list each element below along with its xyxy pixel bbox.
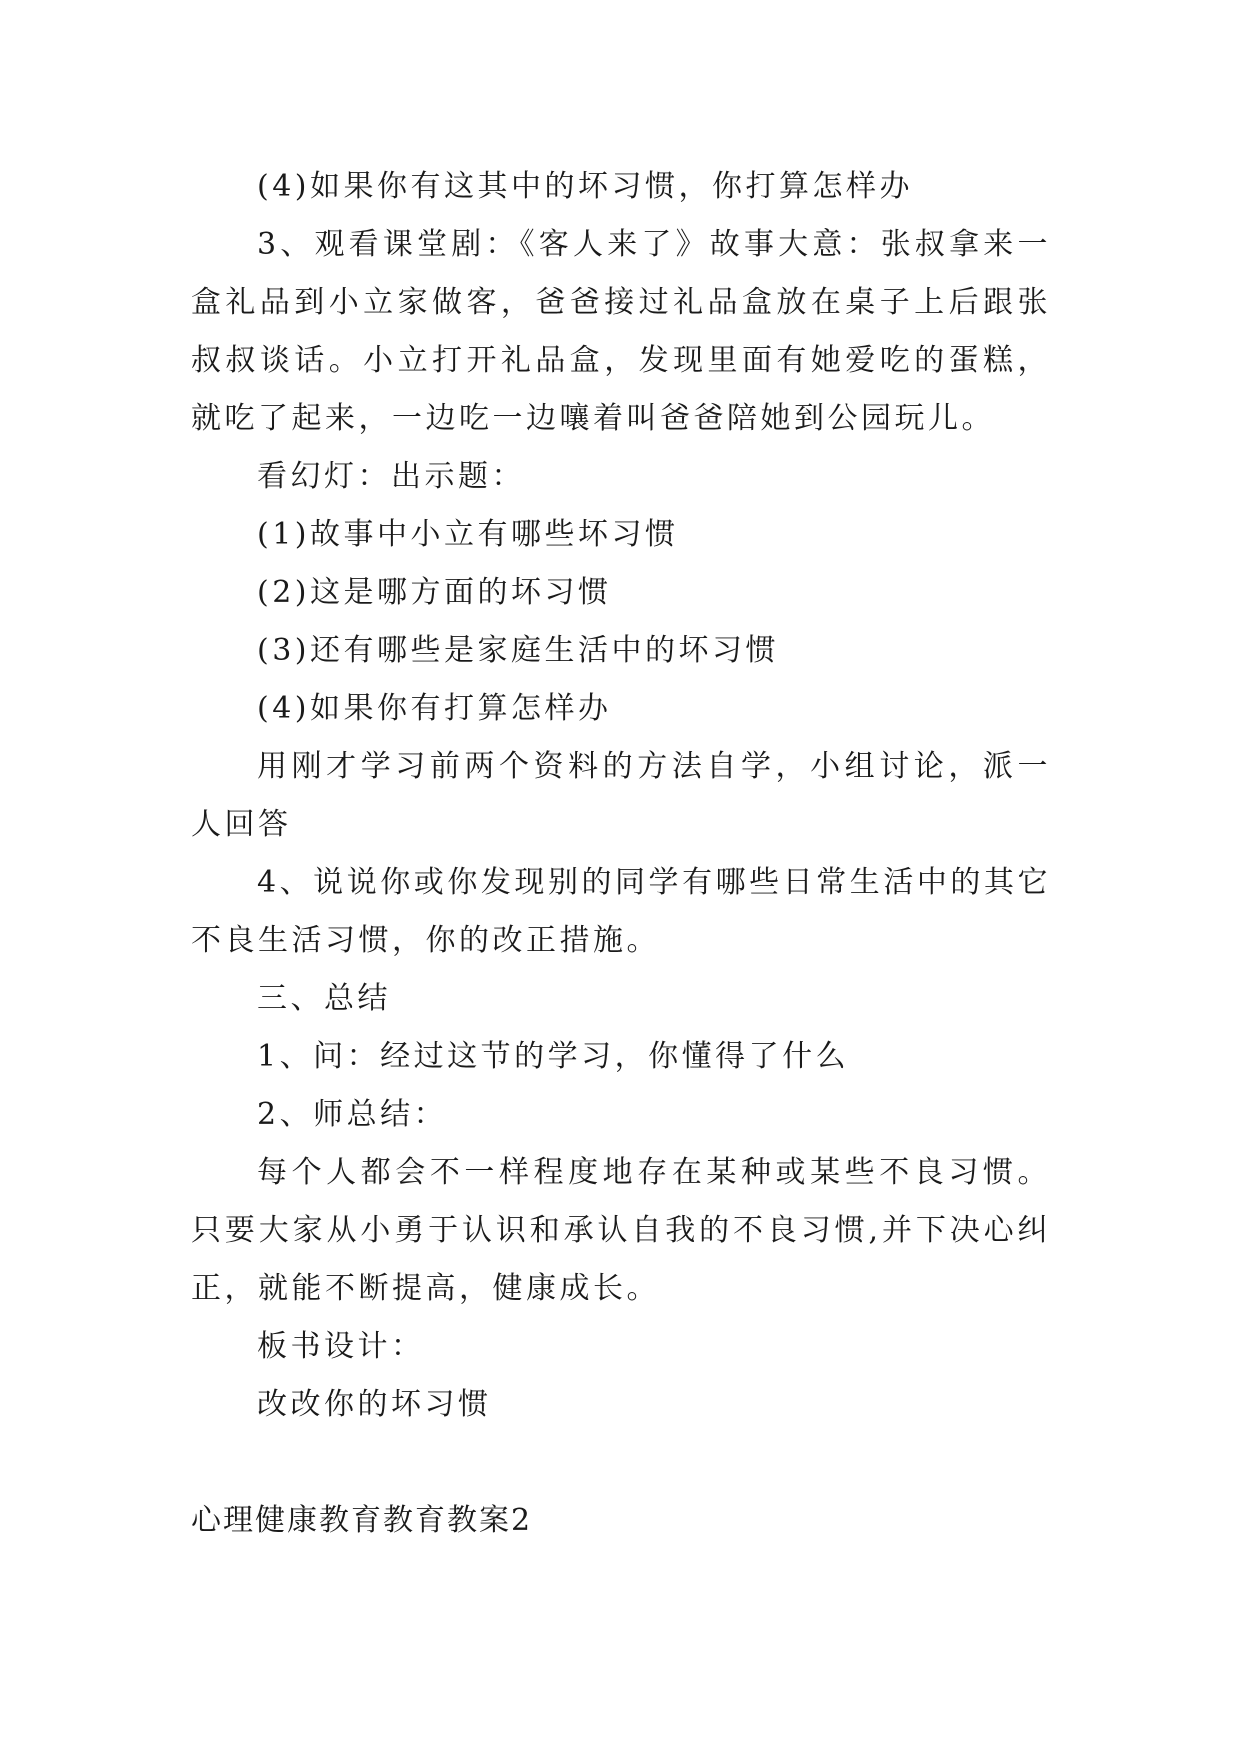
paragraph-teacher-summary: 2、师总结：	[257, 1097, 448, 1132]
next-lesson-heading: 心理健康教育教育教案2	[191, 1503, 533, 1538]
paragraph-slide-question-3: (3)还有哪些是家庭生活中的坏习惯	[257, 633, 779, 668]
section-heading-summary: 三、总结	[257, 981, 391, 1016]
paragraph-slides: 看幻灯：出示题：	[257, 459, 525, 494]
paragraph-board-title: 改改你的坏习惯	[257, 1387, 492, 1422]
paragraph-slide-question-4: (4)如果你有打算怎样办	[257, 691, 612, 726]
paragraph-class-drama: 3、观看课堂剧：《客人来了》故事大意：张叔拿来一盒礼品到小立家做客，爸爸接过礼品盒放在桌子上后跟张叔叔谈话。小立打开礼品盒，发现里面有她爱吃的蛋糕，就吃了起来，一边吃一边嚷着叫爸爸陪她到公园玩儿。	[191, 227, 1051, 436]
section-gap	[191, 1434, 1051, 1492]
paragraph-summary-text: 每个人都会不一样程度地存在某种或某些不良习惯。只要大家从小勇于认识和承认自我的不良习惯,并下决心纠正，就能不断提高，健康成长。	[191, 1155, 1051, 1306]
paragraph-summary-question: 1、问：经过这节的学习，你懂得了什么	[257, 1039, 850, 1074]
paragraph-discuss-habits: 4、说说你或你发现别的同学有哪些日常生活中的其它不良生活习惯，你的改正措施。	[191, 865, 1051, 958]
document-body	[191, 158, 1051, 1550]
paragraph-board-design: 板书设计：	[257, 1329, 425, 1364]
paragraph-self-study: 用刚才学习前两个资料的方法自学，小组讨论，派一人回答	[191, 749, 1051, 842]
paragraph-question-4-bad-habit: (4)如果你有这其中的坏习惯，你打算怎样办	[257, 169, 913, 204]
paragraph-slide-question-2: (2)这是哪方面的坏习惯	[257, 575, 612, 610]
paragraph-slide-question-1: (1)故事中小立有哪些坏习惯	[257, 517, 679, 552]
